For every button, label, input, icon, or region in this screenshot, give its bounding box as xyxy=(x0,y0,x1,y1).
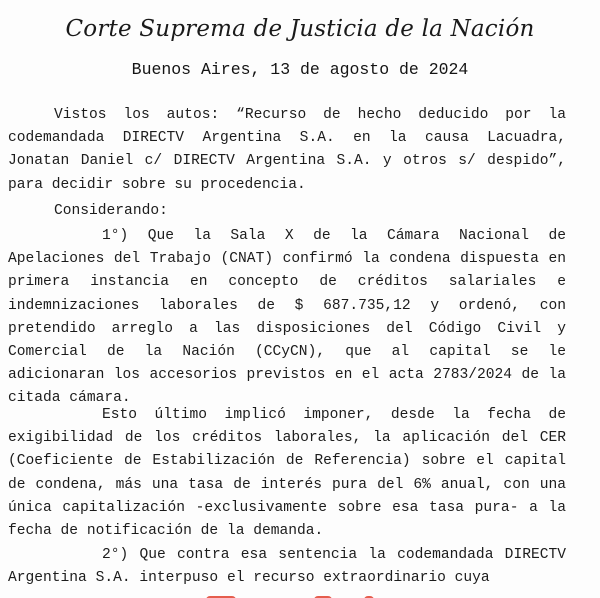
paragraph-considerando-1: 1°) Que la Sala X de la Cámara Nacional de Apelaciones del Trabajo (CNAT) confirmó la condena dispuesta en primera instancia en concepto de créditos salariales e indemnizaciones laborales de $ 687.735,12 y ordenó, con pretendido arreglo a las disposiciones del Código Civil y Comercial de la Nación (CCyCN), que al capital se le adicionaran los accesorios previstos en el acta 2783/2024 de la citada cámara. xyxy=(8,228,566,407)
court-header: Corte Suprema de Justicia de la Nación xyxy=(65,16,535,42)
paragraph-considerando-2: 2°) Que contra esa sentencia la codemandada DIRECTV Argentina S.A. interpuso el recurso extraordinario cuya xyxy=(8,547,566,587)
paragraph-considerando: Considerando: xyxy=(54,203,168,219)
paragraph-cer: Esto último implicó imponer, desde la fecha de exigibilidad de los créditos laborales, la aplicación del CER (Coeficiente de Estabilización de Referencia) sobre el capital de condena, más una tasa de interés pura del 6% anual, con una única capitalización -exclusivamente sobre esa tasa pura- a la fecha de notificación de la demanda. xyxy=(8,407,566,540)
date-line: Buenos Aires, 13 de agosto de 2024 xyxy=(131,60,469,79)
paragraph-vistos: Vistos los autos: “Recurso de hecho deducido por la codemandada DIRECTV Argentina S.A. en la causa Lacuadra, Jonatan Daniel c/ DIRECTV Argentina S.A. y otros s/ despido”, para decidir sobre su procedencia. xyxy=(8,107,566,193)
